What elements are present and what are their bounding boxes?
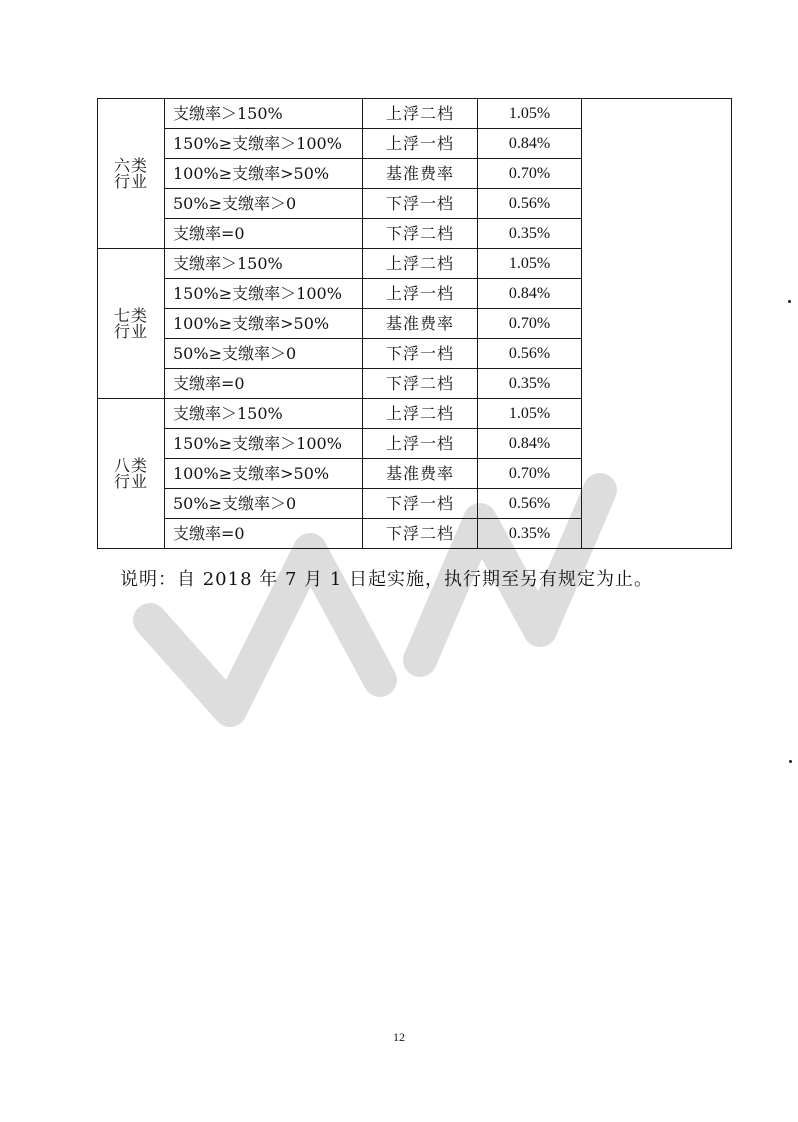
condition-cell: 支缴率=0	[165, 519, 363, 549]
rate-table	[97, 98, 732, 549]
remarks-cell	[582, 99, 732, 549]
rate-cell: 1.05%	[478, 249, 582, 279]
page-number: 12	[393, 1030, 405, 1044]
industry-label: 行业	[113, 321, 148, 341]
rate-cell: 0.35%	[478, 369, 582, 399]
condition-cell: 支缴率=0	[165, 219, 363, 249]
level-cell: 下浮一档	[363, 339, 478, 369]
condition-cell: 支缴率=0	[165, 369, 363, 399]
industry-label: 行业	[113, 171, 148, 191]
condition-cell: 150%≥支缴率＞100%	[165, 429, 363, 459]
table-row	[98, 99, 732, 129]
industry-cell	[98, 399, 165, 549]
rate-cell: 0.70%	[478, 459, 582, 489]
rate-cell: 0.84%	[478, 129, 582, 159]
condition-cell: 100%≥支缴率>50%	[165, 159, 363, 189]
rate-cell: 0.35%	[478, 519, 582, 549]
rate-cell: 0.56%	[478, 489, 582, 519]
level-cell: 上浮一档	[363, 279, 478, 309]
rate-cell: 0.70%	[478, 159, 582, 189]
level-cell: 上浮二档	[363, 99, 478, 129]
rate-cell: 0.84%	[478, 279, 582, 309]
level-cell: 上浮二档	[363, 399, 478, 429]
rate-cell: 1.05%	[478, 399, 582, 429]
scan-speck	[788, 300, 791, 303]
level-cell: 上浮一档	[363, 429, 478, 459]
rate-cell: 0.56%	[478, 189, 582, 219]
rate-cell: 0.56%	[478, 339, 582, 369]
condition-cell: 150%≥支缴率＞100%	[165, 279, 363, 309]
level-cell: 下浮二档	[363, 219, 478, 249]
level-cell: 基准费率	[363, 459, 478, 489]
level-cell: 下浮二档	[363, 369, 478, 399]
level-cell: 上浮一档	[363, 129, 478, 159]
condition-cell: 100%≥支缴率>50%	[165, 459, 363, 489]
rate-cell: 0.84%	[478, 429, 582, 459]
industry-label: 六类	[113, 155, 148, 175]
condition-cell: 支缴率＞150%	[165, 249, 363, 279]
level-cell: 下浮二档	[363, 519, 478, 549]
industry-cell	[98, 99, 165, 249]
level-cell: 上浮二档	[363, 249, 478, 279]
scan-speck	[789, 760, 792, 763]
condition-cell: 150%≥支缴率＞100%	[165, 129, 363, 159]
condition-cell: 支缴率＞150%	[165, 99, 363, 129]
level-cell: 下浮一档	[363, 489, 478, 519]
level-cell: 下浮一档	[363, 189, 478, 219]
level-cell: 基准费率	[363, 309, 478, 339]
condition-cell: 100%≥支缴率>50%	[165, 309, 363, 339]
condition-cell: 50%≥支缴率＞0	[165, 489, 363, 519]
rate-cell: 0.70%	[478, 309, 582, 339]
condition-cell: 50%≥支缴率＞0	[165, 339, 363, 369]
industry-label: 行业	[113, 471, 148, 491]
table-note: 说明：自 2018 年 7 月 1 日起实施，执行期至另有规定为止。	[120, 569, 654, 590]
condition-cell: 支缴率＞150%	[165, 399, 363, 429]
condition-cell: 50%≥支缴率＞0	[165, 189, 363, 219]
rate-cell: 0.35%	[478, 219, 582, 249]
industry-label: 八类	[113, 455, 148, 475]
industry-label: 七类	[113, 305, 148, 325]
industry-cell	[98, 249, 165, 399]
rate-cell: 1.05%	[478, 99, 582, 129]
level-cell: 基准费率	[363, 159, 478, 189]
rate-table-body	[98, 99, 732, 549]
